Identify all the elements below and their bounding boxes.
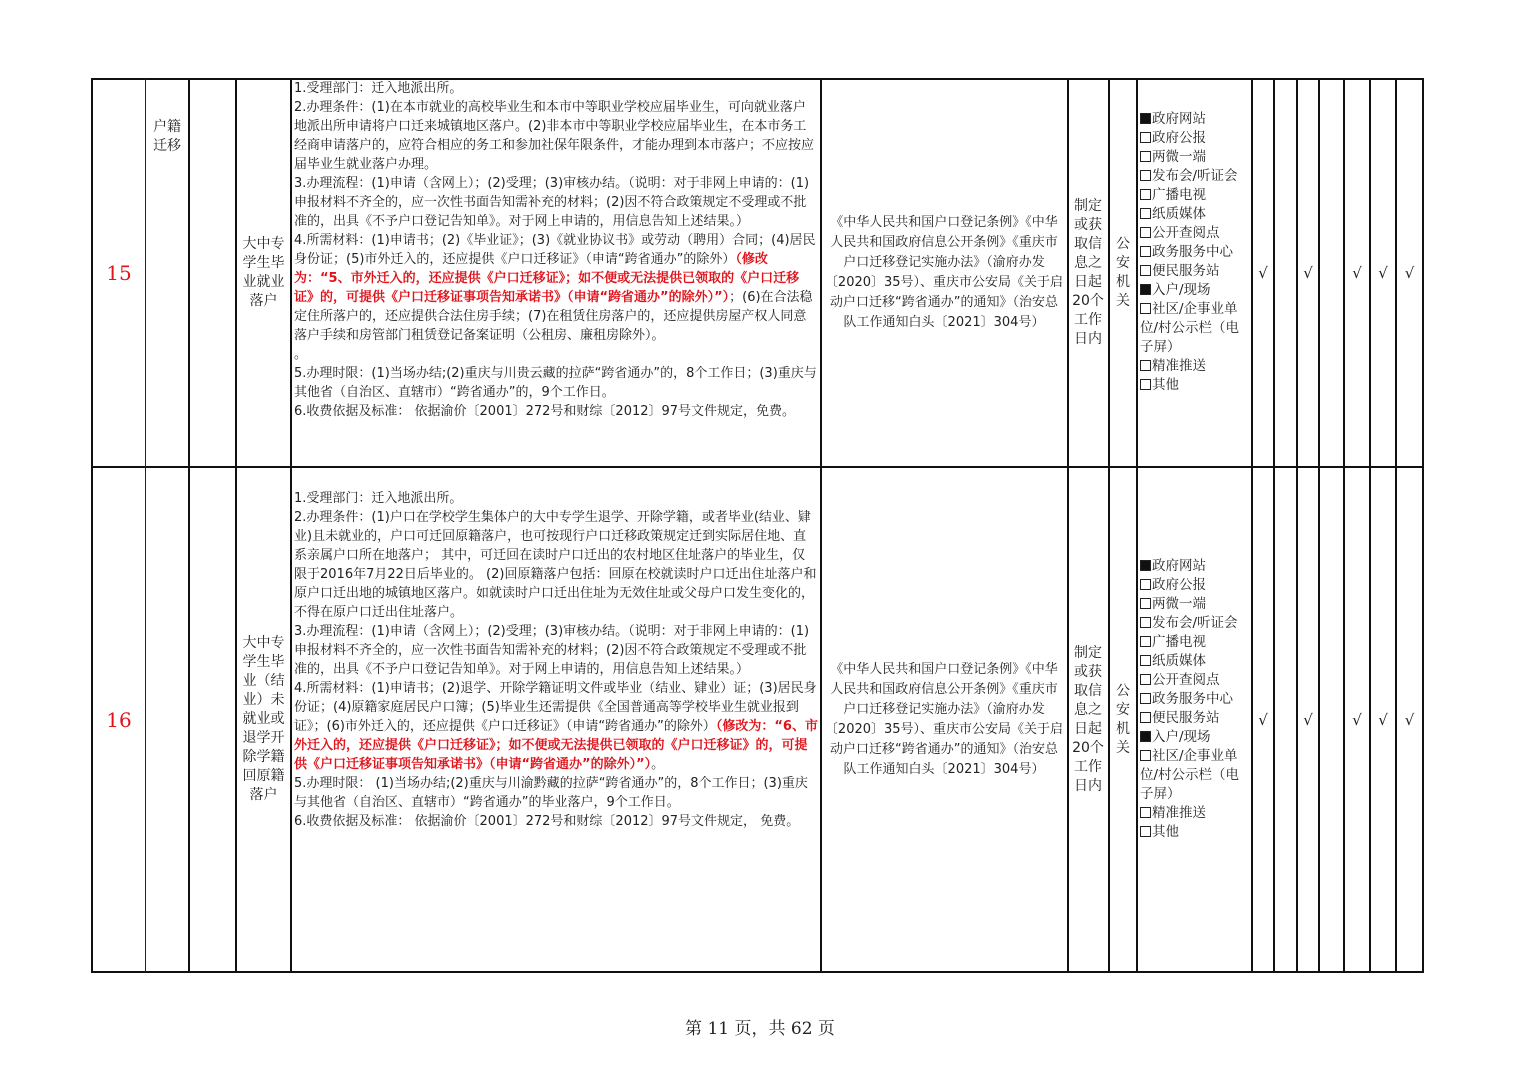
legal-basis: 《中华人民共和国户口登记条例》《中华人民共和国政府信息公开条例》《重庆市户口迁移登记实施办法》（渝府办发〔2020〕35号）、重庆市公安局《关于启动户口迁移“跨省通办”的通知》（治安总队工作通知白头〔2021〕304号）: [824, 661, 1064, 777]
channel-item: 政府网站: [1140, 557, 1252, 576]
checkbox-empty-icon: [1140, 693, 1151, 704]
subject: 公安机关: [1116, 236, 1130, 309]
check-mark: √: [1378, 264, 1388, 282]
checkbox-empty-icon: [1140, 227, 1151, 238]
subject: 公安机关: [1116, 682, 1130, 756]
content-text: 1.受理部门：迁入地派出所。 2.办理条件：(1)在本市就业的高校毕业生和本市中等职业学校应届毕业生，可向就业落户地派出所申请将户口迁来城镇地区落户。(2)非本市中等职业学校应届毕业生，在本市务工经商申请落户的，应符合相应的务工和参加社保年限条件，才能办理到本市落户；不应按应届毕业生就业落户办理。 3.办理流程：(1)申请（含网上）；(2)受理；(3)审核办结。（说明：对于非网上申请的：(1)申报材料不齐全的，应一次性书面告知需补充的材料；(2)因不符合政策规定不受理或不批准的，出具《不予户口登记告知单》。对于网上申请的，用信息告知上述结果。） 4.所需材料：(1)申请书；(2)《毕业证》；(3)《就业协议书》或劳动（聘用）合同；(4)居民身份证；(5)市外迁入的，还应提供《户口迁移证》（申请“跨省通办”的除外）（修改为：“5、市外迁入的，还应提供《户口迁移证》；如不便或无法提供已领取的《户口迁移证》的，可提供《户口迁移证事项告知承诺书》（申请“跨省通办”的除外）”）；(6)在合法稳定住所落户的，还应提供合法住房手续；(7)在租赁住房落户的，还应提供房屋产权人同意落户手续和房管部门租赁登记备案证明（公租房、廉租房除外）。 。 5.办理时限：(1)当场办结;(2)重庆与川贵云藏的拉萨“跨省通办”的，8个工作日；(3)重庆与其他省（自治区、直辖市）“跨省通办”的，9个工作日。 6.收费依据及标准： 依据渝价〔2001〕272号和财综〔2012〕97号文件规定，免费。: [294, 81, 817, 419]
legal-basis: 《中华人民共和国户口登记条例》《中华人民共和国政府信息公开条例》《重庆市户口迁移登记实施办法》（渝府办发〔2020〕35号）、重庆市公安局《关于启动户口迁移“跨省通办”的通知》（治安总队工作通知白头〔2021〕304号）: [824, 215, 1064, 330]
check-mark: √: [1258, 264, 1268, 282]
checkbox-checked-icon: [1140, 560, 1151, 571]
channel-item: 两微一端: [1140, 148, 1252, 167]
checkbox-empty-icon: [1140, 189, 1151, 200]
checkbox-empty-icon: [1140, 712, 1151, 723]
channel-item: 公开查阅点: [1140, 224, 1252, 243]
checkbox-empty-icon: [1140, 655, 1151, 666]
channel-item: 社区/企事业单位/村公示栏（电子屏）: [1140, 748, 1240, 802]
channel-item: 精准推送: [1140, 357, 1252, 376]
checkbox-empty-icon: [1140, 132, 1151, 143]
channel-item: 公开查阅点: [1140, 671, 1252, 690]
checkbox-empty-icon: [1140, 360, 1151, 371]
time-limit: 制定或获取信息之日起20个工作日内: [1072, 644, 1104, 794]
checkbox-empty-icon: [1140, 617, 1151, 628]
channel-item: 其他: [1140, 376, 1252, 395]
channel-item: 精准推送: [1140, 804, 1252, 823]
channel-item: 便民服务站: [1140, 262, 1252, 281]
checkbox-empty-icon: [1140, 379, 1151, 390]
item-label: 大中专学生毕业就业落户: [242, 236, 285, 309]
check-mark: [1320, 80, 1343, 466]
checkbox-empty-icon: [1140, 579, 1151, 590]
check-mark: √: [1404, 264, 1415, 282]
channel-item: 便民服务站: [1140, 709, 1252, 728]
checkbox-checked-icon: [1140, 284, 1151, 295]
channel-item: 广播电视: [1140, 186, 1252, 205]
checkbox-empty-icon: [1140, 170, 1151, 181]
checkbox-empty-icon: [1140, 750, 1151, 761]
checkbox-empty-icon: [1140, 826, 1151, 837]
check-mark: √: [1404, 710, 1415, 729]
check-mark: √: [1303, 710, 1313, 729]
channel-item: 发布会/听证会: [1140, 614, 1252, 633]
item-label: 大中专学生毕业（结业）未就业或退学开除学籍回原籍落户: [242, 635, 285, 803]
content-text: 1.受理部门：迁入地派出所。 2.办理条件：(1)户口在学校学生集体户的大中专学生退学、开除学籍，或者毕业(结业、肄业)且未就业的，户口可迁回原籍落户，也可按现行户口迁移政策规定迁到实际居住地、直系亲属户口所在地落户； 其中，可迁回在读时户口迁出的农村地区住址落户的毕业生，仅限于2016年7月22日后毕业的。 (2)回原籍落户包括：回原在校就读时户口迁出住址落户和原户口迁出地的城镇地区落户。如就读时户口迁出住址为无效住址或父母户口发生变化的，不得在原户口迁出住址落户。 3.办理流程：(1)申请（含网上）；(2)受理；(3)审核办结。（说明：对于非网上申请的：(1)申报材料不齐全的，应一次性书面告知需补充的材料；(2)因不符合政策规定不受理或不批准的，出具《不予户口登记告知单》。对于网上申请的，用信息告知上述结果。） 4.所需材料：(1)申请书；(2)退学、开除学籍证明文件或毕业（结业、肄业）证；(3)居民身份证；(4)原籍家庭居民户口簿；(5)毕业生还需提供《全国普通高等学校毕业生就业报到证》；(6)市外迁入的，还应提供《户口迁移证》（申请“跨省通办”的除外）（修改为：“6、市外迁入的，还应提供《户口迁移证》；如不便或无法提供已领取的《户口迁移证》的，可提供《户口迁移证事项告知承诺书》（申请“跨省通办”的除外）”）。 5.办理时限： (1)当场办结;(2)重庆与川渝黔藏的拉萨“跨省通办”的，8个工作日；(3)重庆与其他省（自治区、直辖市）“跨省通办”的毕业落户，9个工作日。 6.收费依据及标准： 依据渝价〔2001〕272号和财综〔2012〕97号文件规定， 免费。: [294, 491, 818, 829]
category-label: 户籍迁移: [153, 119, 181, 154]
checkbox-checked-icon: [1140, 113, 1151, 124]
check-mark: √: [1258, 710, 1268, 729]
check-mark: [1275, 80, 1296, 466]
check-mark: √: [1352, 264, 1362, 282]
page-footer: 第 11 页，共 62 页: [685, 1019, 835, 1039]
time-limit: 制定或获取信息之日起20个工作日内: [1072, 198, 1104, 347]
channel-list: [1140, 110, 1252, 395]
channel-item: 其他: [1140, 823, 1252, 842]
checkbox-empty-icon: [1140, 807, 1151, 818]
checkbox-checked-icon: [1140, 731, 1151, 742]
channel-item: 政府网站: [1140, 110, 1252, 129]
channel-list: [1140, 557, 1252, 842]
checkbox-empty-icon: [1140, 265, 1151, 276]
checkbox-empty-icon: [1140, 636, 1151, 647]
channel-item: 政府公报: [1140, 576, 1252, 595]
check-mark: [1275, 468, 1296, 971]
check-mark: [1320, 468, 1343, 971]
checkbox-empty-icon: [1140, 303, 1151, 314]
channel-item: 社区/企事业单位/村公示栏（电子屏）: [1140, 301, 1240, 355]
row-number: 15: [106, 261, 132, 285]
checkbox-empty-icon: [1140, 151, 1151, 162]
checkbox-empty-icon: [1140, 598, 1151, 609]
channel-item: 纸质媒体: [1140, 205, 1252, 224]
check-mark: √: [1352, 710, 1362, 729]
channel-item: 入户/现场: [1140, 281, 1252, 300]
checkbox-empty-icon: [1140, 674, 1151, 685]
check-mark: √: [1303, 264, 1313, 282]
channel-item: 政府公报: [1140, 129, 1252, 148]
channel-item: 两微一端: [1140, 595, 1252, 614]
channel-item: 入户/现场: [1140, 728, 1252, 747]
channel-item: 政务服务中心: [1140, 690, 1252, 709]
checkbox-empty-icon: [1140, 246, 1151, 257]
channel-item: 政务服务中心: [1140, 243, 1252, 262]
checkbox-empty-icon: [1140, 208, 1151, 219]
channel-item: 广播电视: [1140, 633, 1252, 652]
channel-item: 纸质媒体: [1140, 652, 1252, 671]
channel-item: 发布会/听证会: [1140, 167, 1252, 186]
check-mark: √: [1378, 710, 1388, 729]
row-number: 16: [106, 707, 132, 732]
